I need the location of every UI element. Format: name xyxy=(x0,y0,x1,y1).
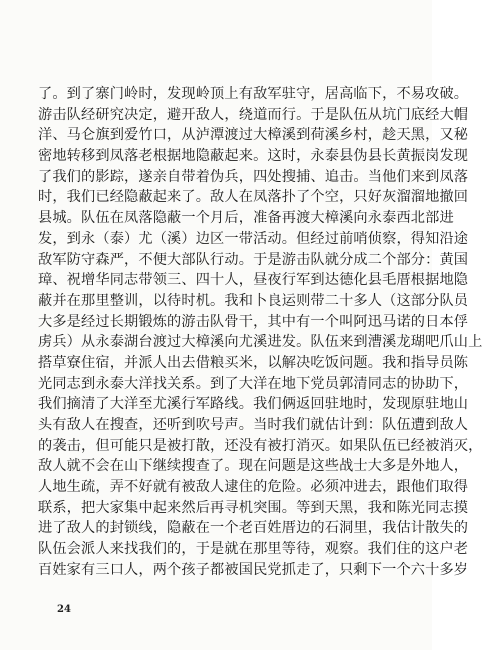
text-line: 联系，把大家集中起来然后再寻机突围。等到天黑，我和陈光同志摸 xyxy=(38,499,469,516)
text-line: 敌军防守森严，不便大部队行动。于是游击队就分成二个部分：黄国 xyxy=(38,251,469,268)
text-line: 大多是经过长期锻炼的游击队骨干，其中有一个叫阿迅马诺的日本俘 xyxy=(38,313,469,330)
text-line: 光同志到永泰大洋找关系。到了大洋在地下党员郭清同志的协助下， xyxy=(38,375,469,392)
text-line: 搭草寮住宿，并派人出去借粮买米，以解决吃饭问题。我和指导员陈 xyxy=(38,354,469,371)
text-line: 县城。队伍在凤落隐蔽一个月后，准备再渡大樟溪向永泰西北部进 xyxy=(38,210,454,227)
text-line: 队伍会派人来找我们的，于是就在那里等待，观察。我们住的这户老 xyxy=(38,541,469,558)
text-line: 头有敌人在搜查，还听到吹号声。当时我们就估计到：队伍遭到敌人 xyxy=(38,417,469,433)
text-line: 的袭击，但可能只是被打散，还没有被打消灭。如果队伍已经被消灭， xyxy=(38,437,482,454)
text-line: 百姓家有三口人，两个孩子都被国民党抓走了，只剩下一个六十多岁 xyxy=(38,561,469,578)
body-text xyxy=(38,84,482,581)
text-line: 璋、祝增华同志带领三、四十人，昼夜行军到达德化县毛厝根据地隐 xyxy=(38,272,469,289)
text-line: 了我们的影踪，遂亲自带着伪兵，四处搜捕、追击。当他们来到凤落 xyxy=(38,168,469,185)
text-line: 游击队经研究决定，避开敌人，绕道而行。于是队伍从坑门底经大帽 xyxy=(38,106,469,123)
text-line: 进了敌人的封锁线，隐蔽在一个老百姓厝边的石洞里，我估计散失的 xyxy=(38,520,469,537)
text-line: 了。到了寨门岭时，发现岭顶上有敌军驻守，居高临下，不易攻破。 xyxy=(38,86,469,102)
page-number: 24 xyxy=(57,604,71,615)
text-line: 密地转移到凤落老根据地隐蔽起来。这时，永泰县伪县长黄振岗发现 xyxy=(38,148,469,165)
text-line: 时，我们已经隐蔽起来了。敌人在凤落扑了个空，只好灰溜溜地撤回 xyxy=(38,189,469,206)
text-line: 虏兵）从永泰湖台渡过大樟溪向尤溪进发。队伍来到漕溪龙瑚吧爪山上 xyxy=(38,334,482,351)
text-line: 洋、马仑旗到爱竹口，从泸潭渡过大樟溪到荷溪乡村，趁天黑，又秘 xyxy=(38,127,469,144)
text-line: 人地生疏，弄不好就有被敌人逮住的危险。必须冲进去，跟他们取得 xyxy=(38,479,469,496)
text-line: 蔽并在那里整训，以待时机。我和卜良运则带二十多人（这部分队员 xyxy=(38,292,469,309)
text-line: 发，到永（泰）尤（溪）边区一带活动。但经过前哨侦察，得知沿途 xyxy=(38,230,469,247)
text-line: 我们摘清了大洋至尤溪行军路线。我们俩返回驻地时，发现原驻地山 xyxy=(38,396,469,413)
text-line: 敌人就不会在山下继续搜查了。现在问题是这些战士大多是外地人， xyxy=(38,458,469,475)
